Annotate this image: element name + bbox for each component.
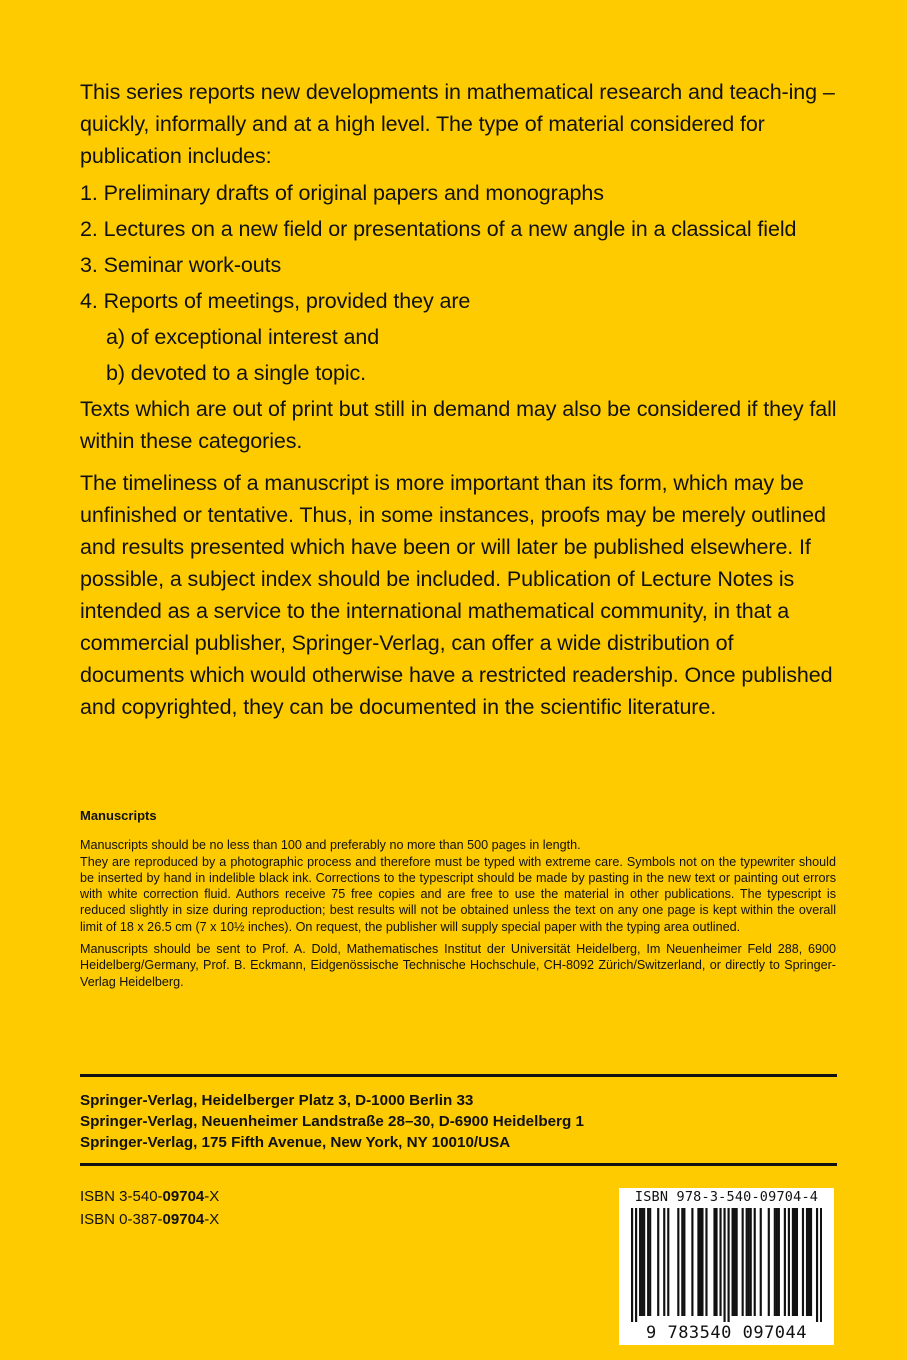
barcode-bar: [808, 1208, 810, 1316]
barcode-guard-bar: [728, 1208, 730, 1322]
isbn-number: 09704: [162, 1188, 205, 1205]
barcode-bar: [776, 1208, 778, 1316]
barcode-bar: [778, 1208, 780, 1316]
manuscripts-length-paragraph: Manuscripts should be no less than 100 and preferably no more than 500 pages in length.: [80, 838, 581, 853]
barcode-bar: [736, 1208, 738, 1316]
barcode-bar: [734, 1208, 736, 1316]
barcode-bar: [657, 1208, 659, 1316]
barcode-guard-bar: [723, 1208, 725, 1322]
barcode-bar: [641, 1208, 643, 1316]
barcode-bar: [806, 1208, 808, 1316]
barcode: [619, 1188, 834, 1345]
barcode-digits: 9 783540 097044: [645, 1323, 808, 1343]
sub-list-item: b) devoted to a single topic.: [106, 361, 367, 385]
timeliness-paragraph: The timeliness of a manuscript is more important than its form, which may be unfinished or tentative. Thus, in some instances, proofs may be merely outlined and results presented which have been or will later be published elsewhere. If possible, a subject index should be included. Publication of Lecture Notes is intended as a service to the international mathematical community, in that a commercial publisher, Springer-Verlag, can offer a wide distribution of documents which would otherwise have a restricted readership. Once published and copyrighted, they can be documented in the scientific literature.: [80, 471, 833, 719]
address-line: Springer-Verlag, 175 Fifth Avenue, New York, NY 10010/USA: [80, 1134, 511, 1151]
barcode-bar: [802, 1208, 804, 1316]
material-list: [80, 177, 840, 389]
barcode-bar: [713, 1208, 715, 1316]
series-description: [80, 76, 840, 723]
barcode-bar: [774, 1208, 776, 1316]
barcode-bar: [810, 1208, 812, 1316]
list-item: 1. Preliminary drafts of original papers and monographs: [80, 181, 604, 205]
barcode-bar: [796, 1208, 798, 1316]
list-item: 3. Seminar work-outs: [80, 253, 282, 277]
barcode-guard-bar: [635, 1208, 637, 1322]
barcode-bar: [699, 1208, 701, 1316]
barcode-bar: [647, 1208, 649, 1316]
barcode-guard-bar: [631, 1208, 633, 1322]
barcode-bar: [677, 1208, 679, 1316]
barcode-bar: [701, 1208, 703, 1316]
barcode-bar: [705, 1208, 707, 1316]
barcode-guard-bar: [816, 1208, 818, 1322]
isbn-suffix: -X: [204, 1211, 220, 1228]
manuscripts-heading: Manuscripts: [80, 808, 157, 823]
sub-list-item: a) of exceptional interest and: [106, 325, 380, 349]
list-item-text: 4. Reports of meetings, provided they are: [80, 289, 471, 313]
barcode-bar: [742, 1208, 744, 1316]
barcode-bar: [750, 1208, 752, 1316]
barcode-bar: [663, 1208, 665, 1316]
intro-paragraph: This series reports new developments in mathematical research and teach-ing – quickly, informally and at a high level. The type of material considered for publication includes:: [80, 80, 835, 168]
barcode-bar: [768, 1208, 770, 1316]
barcode-guard-bar: [820, 1208, 822, 1322]
barcode-bar: [719, 1208, 721, 1316]
barcode-bar: [691, 1208, 693, 1316]
barcode-bar: [784, 1208, 786, 1316]
barcode-bar: [748, 1208, 750, 1316]
barcode-bar: [643, 1208, 645, 1316]
divider-bottom: [80, 1163, 837, 1166]
barcode-bar: [732, 1208, 734, 1316]
barcode-bar: [683, 1208, 685, 1316]
list-item: 2. Lectures on a new field or presentations of a new angle in a classical field: [80, 217, 797, 241]
address-line: Springer-Verlag, Neuenheimer Landstraße 28–30, D-6900 Heidelberg 1: [80, 1113, 584, 1130]
manuscripts-submission-paragraph: Manuscripts should be sent to Prof. A. Dold, Mathematisches Institut der Universität Heidelberg, Im Neuenheimer Feld 288, 6900 Heidelberg/Germany, Prof. B. Eckmann, Eidgenössische Technische Hochschule, CH-8092 Zürich/Switzerland, or directly to Springer-Verlag Heidelberg.: [80, 942, 836, 989]
manuscripts-typing-paragraph: They are reproduced by a photographic process and therefore must be typed with extreme care. Symbols not on the typewriter should be inserted by hand in indelible black ink. Corrections to the typescript should be made by pasting in the new text or painting out errors with white correction fluid. Authors receive 75 free copies and are free to use the material in other publications. The typescript is reduced slightly in size during reproduction; best results will not be obtained unless the text on any one page is kept within the overall limit of 18 x 26.5 cm (7 x 10½ inches). On request, the publisher will supply special paper with the typing area outlined.: [80, 854, 836, 934]
meeting-criteria-list: [106, 321, 840, 389]
barcode-bar: [639, 1208, 641, 1316]
barcode-bar: [715, 1208, 717, 1316]
list-item: [80, 285, 840, 389]
manuscripts-section: [80, 808, 836, 990]
barcode-bar: [788, 1208, 790, 1316]
barcode-bar: [754, 1208, 756, 1316]
address-line: Springer-Verlag, Heidelberger Platz 3, D-1000 Berlin 33: [80, 1092, 474, 1109]
barcode-isbn-text: ISBN 978-3-540-09704-4: [634, 1189, 819, 1205]
barcode-bar: [794, 1208, 796, 1316]
isbn-suffix: -X: [204, 1188, 220, 1205]
barcode-bar: [649, 1208, 651, 1316]
barcode-bar: [792, 1208, 794, 1316]
isbn-line: [80, 1185, 219, 1208]
barcode-bar: [760, 1208, 762, 1316]
isbn-number: 09704: [162, 1211, 205, 1228]
publisher-addresses: [80, 1090, 837, 1153]
barcode-bars: [631, 1208, 822, 1322]
barcode-bar: [697, 1208, 699, 1316]
isbn-prefix: ISBN 3-540-: [80, 1188, 163, 1205]
out-of-print-paragraph: Texts which are out of print but still in demand may also be considered if they fall within these categories.: [80, 397, 837, 453]
isbn-block: [80, 1185, 219, 1231]
barcode-bar: [667, 1208, 669, 1316]
isbn-prefix: ISBN 0-387-: [80, 1211, 163, 1228]
barcode-bar: [746, 1208, 748, 1316]
isbn-line: [80, 1208, 219, 1231]
barcode-bar: [681, 1208, 683, 1316]
divider-top: [80, 1074, 837, 1077]
